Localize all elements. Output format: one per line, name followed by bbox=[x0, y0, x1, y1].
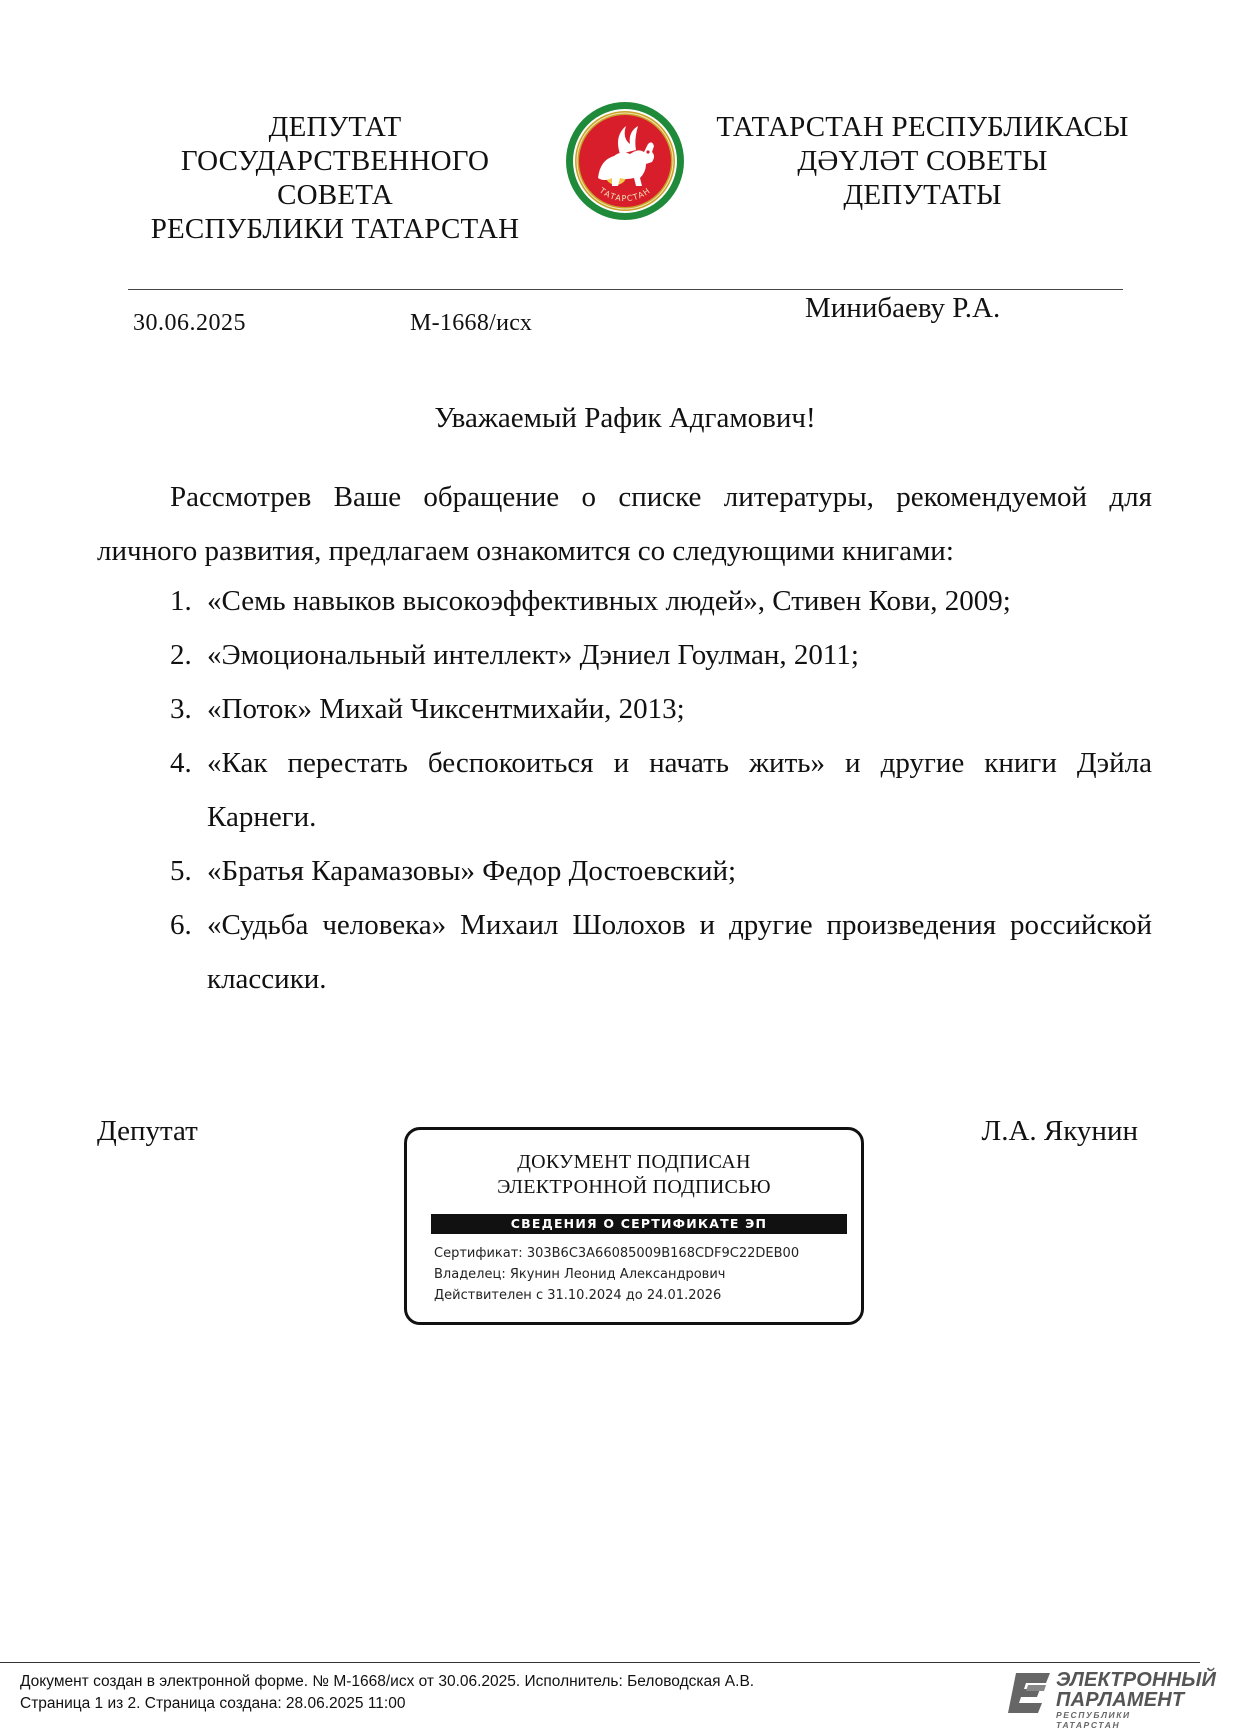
header-right-title bbox=[715, 110, 1130, 212]
parliament-logo-icon bbox=[1006, 1671, 1052, 1715]
header-right-line: ДЕПУТАТЫ bbox=[843, 179, 1002, 211]
logo-text: ПАРЛАМЕНТ bbox=[1056, 1689, 1185, 1711]
addressee: Минибаеву Р.А. bbox=[805, 292, 1001, 324]
stamp-title bbox=[407, 1150, 861, 1200]
logo-subtext: РЕСПУБЛИКИ ТАТАРСТАН bbox=[1056, 1710, 1131, 1730]
list-item bbox=[97, 736, 1152, 844]
header-divider bbox=[128, 289, 1123, 290]
book-list bbox=[97, 574, 1152, 1006]
list-item bbox=[97, 844, 1152, 898]
greeting: Уважаемый Рафик Адгамович! bbox=[434, 402, 816, 434]
header-right-line: ТАТАРСТАН РЕСПУБЛИКАСЫ bbox=[716, 111, 1129, 143]
intro-paragraph: Рассмотрев Ваше обращение о списке литературы, рекомендуемой для личного развития, предлагаем ознакомится со следующими книгами: bbox=[97, 481, 1152, 567]
list-item-text: «Семь навыков высокоэффективных людей», Стивен Кови, 2009; bbox=[207, 585, 1011, 617]
header-left-line: ДЕПУТАТ bbox=[268, 111, 402, 143]
certificate-owner: Владелец: Якунин Леонид Александрович bbox=[434, 1267, 726, 1282]
list-item-text: «Как перестать беспокоиться и начать жить» и другие книги Дэйла Карнеги. bbox=[207, 747, 1152, 833]
reference-number: М-1668/исх bbox=[410, 310, 533, 336]
footer-divider bbox=[0, 1662, 1200, 1663]
stamp-title-line: ДОКУМЕНТ ПОДПИСАН bbox=[517, 1151, 751, 1173]
footer-info bbox=[20, 1671, 754, 1715]
list-item-number: 3. bbox=[170, 693, 192, 725]
footer-line: Документ создан в электронной форме. № М-1668/исх от 30.06.2025. Исполнитель: Беловодская А.В. bbox=[20, 1673, 755, 1690]
header-left-line: ГОСУДАРСТВЕННОГО СОВЕТА bbox=[180, 145, 490, 211]
list-item-number: 4. bbox=[170, 747, 192, 779]
list-item bbox=[97, 898, 1152, 1006]
list-item-text: «Судьба человека» Михаил Шолохов и другие произведения российской классики. bbox=[207, 909, 1152, 995]
stamp-section-header: СВЕДЕНИЯ О СЕРТИФИКАТЕ ЭП bbox=[431, 1214, 847, 1234]
signatory-name: Л.А. Якунин bbox=[981, 1115, 1138, 1147]
stamp-title-line: ЭЛЕКТРОННОЙ ПОДПИСЬЮ bbox=[497, 1176, 771, 1198]
list-item-text: «Братья Карамазовы» Федор Достоевский; bbox=[207, 855, 737, 887]
emblem-text: ТАТАРСТАН bbox=[597, 185, 653, 204]
header-left-title bbox=[120, 110, 550, 246]
electronic-parliament-logo bbox=[1000, 1665, 1217, 1730]
logo-text: ЭЛЕКТРОННЫЙ bbox=[1056, 1669, 1217, 1691]
list-item bbox=[97, 682, 1152, 736]
list-item-number: 6. bbox=[170, 909, 192, 941]
e-signature-stamp bbox=[404, 1127, 864, 1325]
header-left-line: РЕСПУБЛИКИ ТАТАРСТАН bbox=[150, 213, 520, 245]
list-item-number: 5. bbox=[170, 855, 192, 887]
list-item bbox=[97, 574, 1152, 628]
footer-line: Страница 1 из 2. Страница создана: 28.06.2025 11:00 bbox=[20, 1695, 406, 1712]
signatory-role: Депутат bbox=[97, 1115, 198, 1147]
stamp-details bbox=[434, 1243, 799, 1306]
tatarstan-emblem-icon bbox=[564, 100, 686, 222]
list-item bbox=[97, 628, 1152, 682]
list-item-number: 2. bbox=[170, 639, 192, 671]
list-item-text: «Эмоциональный интеллект» Дэниел Гоулман, 2011; bbox=[207, 639, 859, 671]
header-right-line: ДӘҮЛӘТ СОВЕТЫ bbox=[797, 145, 1048, 177]
certificate-number: Сертификат: 303B6C3A66085009B168CDF9C22DEB00 bbox=[434, 1246, 800, 1261]
list-item-text: «Поток» Михай Чиксентмихайи, 2013; bbox=[207, 693, 685, 725]
document-date: 30.06.2025 bbox=[133, 310, 246, 336]
list-item-number: 1. bbox=[170, 585, 192, 617]
certificate-validity: Действителен с 31.10.2024 до 24.01.2026 bbox=[434, 1288, 722, 1303]
